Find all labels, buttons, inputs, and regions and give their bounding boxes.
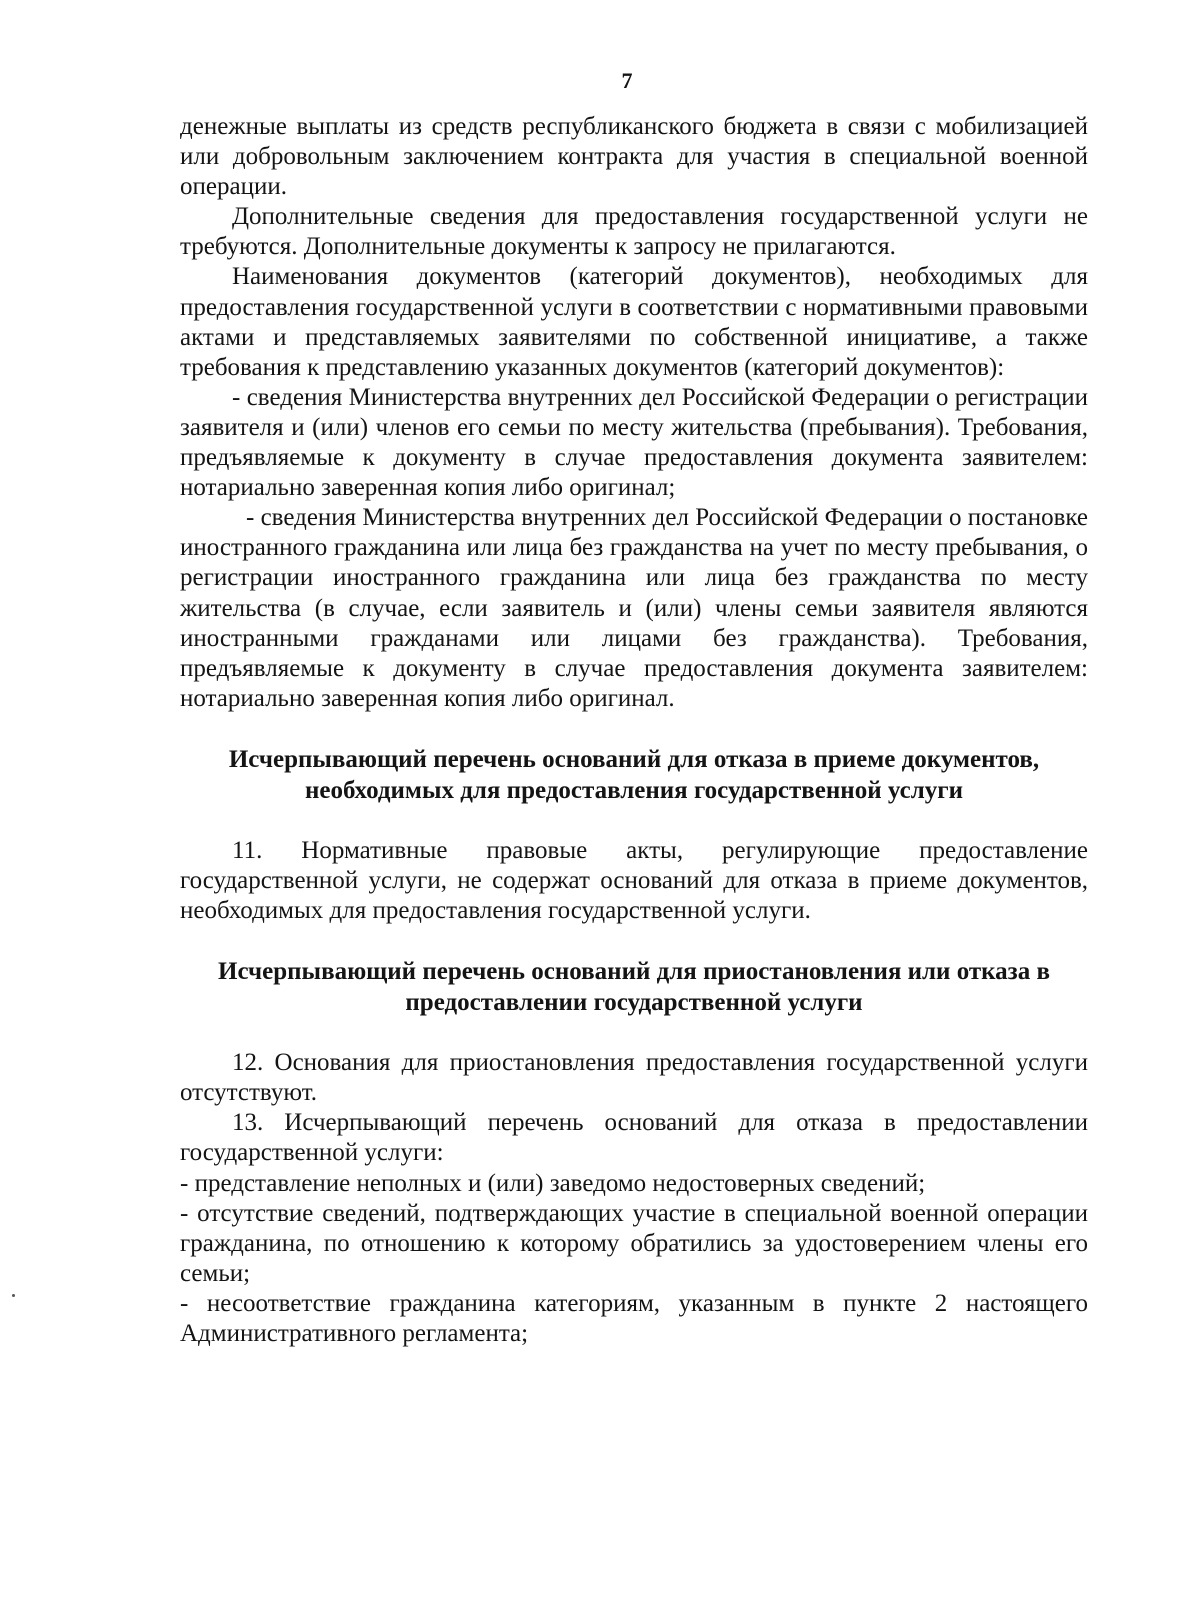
list-item-incomplete-info: - представление неполных и (или) заведомо недостоверных сведений; bbox=[180, 1169, 926, 1197]
list-item-mvd-foreign-citizen: - сведения Министерства внутренних дел Российской Федерации о постановке иностранного гражданина или лица без гражданства на учет по месту пребывания, о регистрации иностранного гражданина или лица без гражданства по месту жительства (в случае, если заявитель и (или) члены семьи заявителя являются иностранными гражданами или лицами без гражданства). Требования, предъявляемые к документу в случае предоставления документа заявителем: нотариально заверенная копия либо оригинал. bbox=[180, 504, 1088, 712]
list-item-category-mismatch: - несоответствие гражданина категориям, указанным в пункте 2 настоящего Административного регламента; bbox=[180, 1289, 1088, 1347]
paragraph-item-12: 12. Основания для приостановления предоставления государственной услуги отсутствуют. bbox=[180, 1049, 1088, 1107]
paragraph-item-11: 11. Нормативные правовые акты, регулирующие предоставление государственной услуги, не содержат оснований для отказа в приеме документов, необходимых для предоставления государственной услуги. bbox=[180, 836, 1088, 925]
section-heading-suspension-refusal: Исчерпывающий перечень оснований для приостановления или отказа в предоставлении государственной услуги bbox=[218, 958, 1050, 1017]
paragraph-document-names: Наименования документов (категорий документов), необходимых для предоставления государственной услуги в соответствии с нормативными правовыми актами и представляемых заявителями по собственной инициативе, а также требования к представлению указанных документов (категорий документов): bbox=[180, 263, 1088, 381]
paragraph-payments-continuation: денежные выплаты из средств республиканского бюджета в связи с мобилизацией или добровольным заключением контракта для участия в специальной военной операции. bbox=[180, 113, 1088, 201]
document-body bbox=[180, 112, 1088, 1349]
list-item-mvd-registration: - сведения Министерства внутренних дел Российской Федерации о регистрации заявителя и (или) членов его семьи по месту жительства (пребывания). Требования, предъявляемые к документу в случае предоставления документа заявителем: нотариально заверенная копия либо оригинал; bbox=[180, 383, 1088, 502]
list-item-no-confirmation: - отсутствие сведений, подтверждающих участие в специальной военной операции гражданина, по отношению к которому обратились за удостоверением члены его семьи; bbox=[180, 1199, 1088, 1287]
section-heading-refusal-acceptance: Исчерпывающий перечень оснований для отказа в приеме документов, необходимых для предоставления государственной услуги bbox=[228, 745, 1040, 804]
scan-speck bbox=[12, 1294, 15, 1297]
page-number: 7 bbox=[621, 68, 633, 93]
paragraph-item-13: 13. Исчерпывающий перечень оснований для отказа в предоставлении государственной услуги: bbox=[180, 1109, 1088, 1167]
paragraph-additional-info: Дополнительные сведения для предоставления государственной услуги не требуются. Дополнительные документы к запросу не прилагаются. bbox=[180, 203, 1088, 261]
